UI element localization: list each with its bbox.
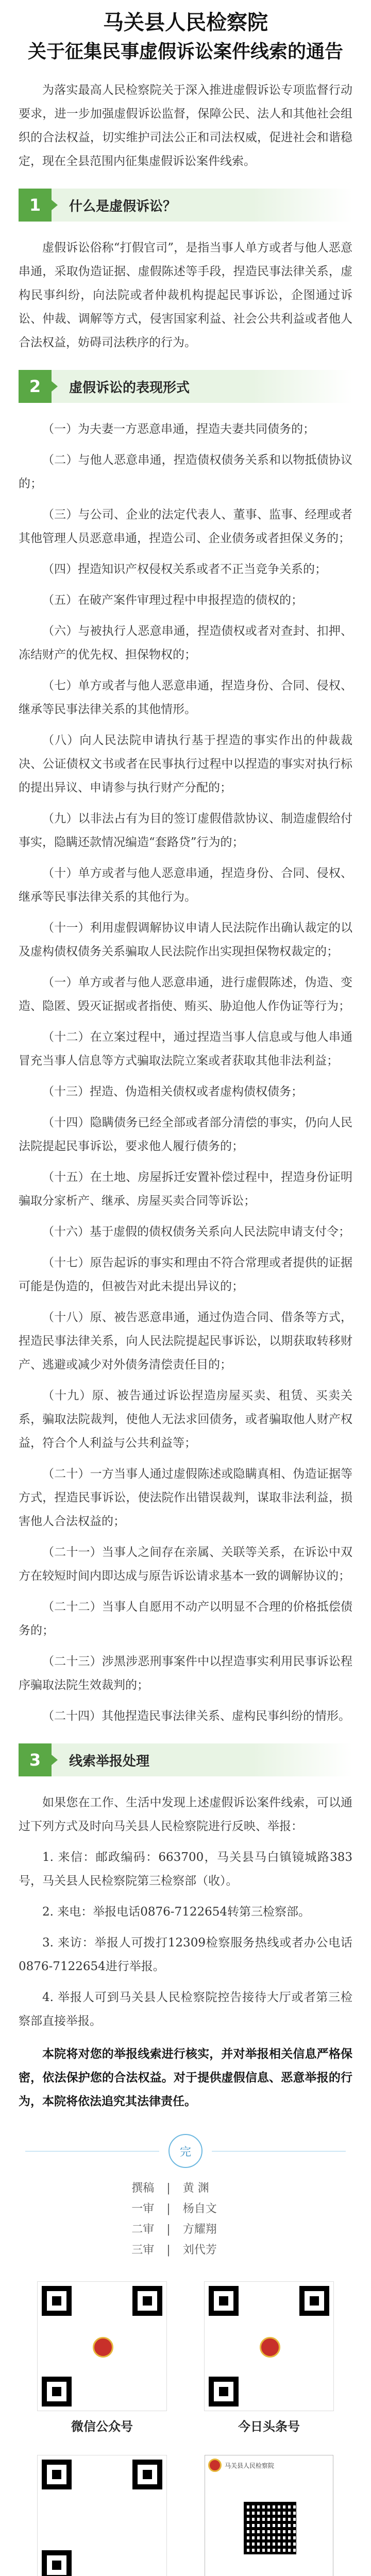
emblem-icon bbox=[256, 2333, 284, 2361]
qr-label: 微信公众号 bbox=[71, 2419, 133, 2434]
emblem-icon bbox=[89, 2333, 117, 2361]
qr-row-1 bbox=[19, 2281, 352, 2434]
section-number: 2 bbox=[19, 370, 52, 403]
section-number: 1 bbox=[19, 189, 52, 222]
list-item: （二十四）其他捏造民事法律关系、虚构民事纠纷的情形。 bbox=[42, 1709, 350, 1723]
credit-name: 刘代芳 bbox=[182, 2244, 217, 2257]
section-header-2 bbox=[19, 370, 352, 403]
list-item: （六）与被执行人恶意串通，捏造债权或者对查封、扣押、冻结财产的优先权、担保物权的； bbox=[19, 624, 352, 662]
credit-row bbox=[19, 2240, 352, 2261]
qr-code-image bbox=[204, 2281, 334, 2411]
section1-paragraph: 虚假诉讼俗称“打假官司”，是指当事人单方或者与他人恶意串通，采取伪造证据、虚假陈述等手段，捏造民事法律关系，虚构民事纠纷，向法院或者仲裁机构提起民事诉讼，企图通过诉讼、仲裁、调解等方式，侵害国家利益、社会公共利益或者他人合法权益，妨碍司法秩序的行为。 bbox=[19, 241, 352, 349]
list-item: （三）与公司、企业的法定代表人、董事、监事、经理或者其他管理人员恶意串通，捏造公司、企业债务或者担保义务的； bbox=[19, 508, 352, 545]
credit-row bbox=[19, 2178, 352, 2199]
credits bbox=[19, 2178, 352, 2261]
list-item: （二十三）涉黑涉恶刑事案件中以捏造事实利用民事诉讼程序骗取法院生效裁判的； bbox=[19, 1655, 352, 1692]
contact-item: 4. 举报人可到马关县人民检察院控告接待大厅或者第三检察部直接举报。 bbox=[19, 1991, 352, 2028]
credit-role: 一审 bbox=[131, 2202, 155, 2215]
qr-website[interactable] bbox=[35, 2455, 169, 2576]
credit-role: 三审 bbox=[131, 2244, 155, 2257]
qr-weibo[interactable] bbox=[202, 2455, 336, 2576]
list-item: （七）单方或者与他人恶意串通，捏造身份、合同、侵权、继承等民事法律关系的其他情形。 bbox=[19, 679, 352, 716]
qr-wechat[interactable] bbox=[35, 2281, 169, 2434]
qr-code-image bbox=[37, 2455, 167, 2576]
emblem-icon bbox=[208, 2459, 222, 2472]
list-item: （二十二）当事人自愿用不动产以明显不合理的价格抵偿债务的； bbox=[19, 1600, 352, 1637]
header bbox=[0, 0, 371, 65]
list-item: （二）与他人恶意串通，捏造债权债务关系和以物抵债协议的； bbox=[19, 453, 352, 490]
list-item: （十七）原告起诉的事实和理由不符合常理或者提供的证据可能是伪造的，但被告对此未提出异议的； bbox=[19, 1256, 352, 1293]
list-item: （十八）原、被告恶意串通，通过伪造合同、借条等方式，捏造民事法律关系，向人民法院提起民事诉讼，以期获取转移财产、逃避或减少对外债务清偿责任目的； bbox=[19, 1311, 352, 1371]
qr-label: 今日头条号 bbox=[238, 2419, 300, 2434]
closing-statement: 本院将对您的举报线索进行核实，并对举报相关信息严格保密，依法保护您的合法权益。对于提供虚假信息、恶意举报的行为，本院将依法追究其法律责任。 bbox=[19, 2047, 352, 2108]
qr-toutiao[interactable] bbox=[202, 2281, 336, 2434]
credit-row bbox=[19, 2219, 352, 2240]
qr-code-image bbox=[37, 2281, 167, 2411]
card-title: 马关县人民检察院 bbox=[225, 2462, 275, 2469]
credit-sep: | bbox=[166, 2223, 171, 2236]
credit-role: 撰稿 bbox=[131, 2182, 155, 2195]
section-header-3 bbox=[19, 1743, 352, 1776]
list-item: （十）单方或者与他人恶意串通，捏造身份、合同、侵权、继承等民事法律关系的其他行为。 bbox=[19, 867, 352, 904]
contact-item: 2. 来电：举报电话0876-7122654转第三检察部。 bbox=[42, 1905, 310, 1919]
list-item: （十二）在立案过程中，通过捏造当事人信息或与他人串通冒充当事人信息等方式骗取法院立案或者获取其他非法利益； bbox=[19, 1030, 352, 1067]
credit-name: 方耀翔 bbox=[182, 2223, 217, 2236]
list-item: （九）以非法占有为目的签订虚假借款协议、制造虚假给付事实，隐瞒还款情况编造“套路贷”行为的； bbox=[19, 812, 352, 849]
article-body bbox=[0, 78, 371, 2576]
credit-row bbox=[19, 2199, 352, 2219]
section-number: 3 bbox=[19, 1743, 52, 1776]
end-badge: 完 bbox=[168, 2134, 203, 2168]
list-item: （四）捏造知识产权侵权关系或者不正当竞争关系的； bbox=[42, 563, 327, 576]
list-item: （十五）在土地、房屋拆迁安置补偿过程中，捏造身份证明骗取分家析产、继承、房屋买卖合同等诉讼； bbox=[19, 1171, 352, 1208]
section3-intro: 如果您在工作、生活中发现上述虚假诉讼案件线索，可以通过下列方式及时向马关县人民检察院进行反映、举报： bbox=[19, 1796, 352, 1833]
page-subtitle: 关于征集民事虚假诉讼案件线索的通告 bbox=[27, 41, 343, 62]
page-title: 马关县人民检察院 bbox=[103, 11, 268, 35]
contact-item: 3. 来访：举报人可拨打12309检察服务热线或者办公电话0876-7122654进行举报。 bbox=[19, 1936, 352, 1973]
credit-name: 杨自文 bbox=[182, 2202, 217, 2215]
qr-code-image bbox=[244, 2502, 296, 2554]
qr-row-2 bbox=[19, 2455, 352, 2576]
section2-list bbox=[19, 417, 352, 1728]
contact-item: 1. 来信：邮政编码：663700，马关县马白镇镜城路383号，马关县人民检察院第三检察部（收）。 bbox=[19, 1851, 352, 1888]
list-item: （八）向人民法院申请执行基于捏造的事实作出的仲裁裁决、公证债权文书或者在民事执行过程中以捏造的事实对执行标的提出异议、申请参与执行财产分配的； bbox=[19, 734, 352, 794]
list-item: （二十）一方当事人通过虚假陈述或隐瞒真相、伪造证据等方式，捏造民事诉讼，使法院作出错误裁判，谋取非法利益，损害他人合法权益的； bbox=[19, 1467, 352, 1528]
list-item: （一）单方或者与他人恶意串通，进行虚假陈述，伪造、变造、隐匿、毁灭证据或者指使、贿买、胁迫他人作伪证等行为； bbox=[19, 976, 352, 1013]
list-item: （二十一）当事人之间存在亲属、关联等关系，在诉讼中双方在较短时间内即达成与原告诉讼请求基本一致的调解协议的； bbox=[19, 1546, 352, 1583]
section-title: 线索举报处理 bbox=[69, 1753, 150, 1769]
list-item: （十六）基于虚假的债权债务关系向人民法院申请支付令； bbox=[42, 1225, 350, 1239]
section-title: 虚假诉讼的表现形式 bbox=[69, 380, 190, 396]
intro-paragraph: 为落实最高人民检察院关于深入推进虚假诉讼专项监督行动要求，进一步加强虚假诉讼监督，保障公民、法人和其他社会组织的合法权益，切实维护司法公正和司法权威，促进社会和谐稳定，现在全县范围内征集虚假诉讼案件线索。 bbox=[19, 83, 352, 168]
credit-sep: | bbox=[166, 2202, 171, 2215]
credit-sep: | bbox=[166, 2182, 171, 2195]
section-header-1 bbox=[19, 189, 352, 222]
section-title: 什么是虚假诉讼？ bbox=[69, 198, 177, 214]
credit-role: 二审 bbox=[131, 2223, 155, 2236]
list-item: （十三）捏造、伪造相关债权或者虚构债权债务； bbox=[42, 1085, 303, 1098]
credit-sep: | bbox=[166, 2244, 171, 2257]
qr-code-card bbox=[205, 2455, 333, 2576]
list-item: （五）在破产案件审理过程中申报捏造的债权的； bbox=[42, 594, 303, 607]
credit-name: 黄 渊 bbox=[182, 2182, 209, 2195]
list-item: （一）为夫妻一方恶意串通，捏造夫妻共同债务的； bbox=[42, 422, 315, 436]
list-item: （十四）隐瞒债务已经全部或者部分清偿的事实，仍向人民法院提起民事诉讼，要求他人履行债务的； bbox=[19, 1116, 352, 1153]
end-divider bbox=[19, 2134, 352, 2168]
list-item: （十九）原、被告通过诉讼捏造房屋买卖、租赁、买卖关系，骗取法院裁判，使他人无法求回债务，或者骗取他人财产权益，符合个人利益与公共利益等； bbox=[19, 1389, 352, 1450]
card-top bbox=[205, 2455, 333, 2475]
list-item: （十一）利用虚假调解协议申请人民法院作出确认裁定的以及虚构债权债务关系骗取人民法院作出实现担保物权裁定的； bbox=[19, 921, 352, 958]
